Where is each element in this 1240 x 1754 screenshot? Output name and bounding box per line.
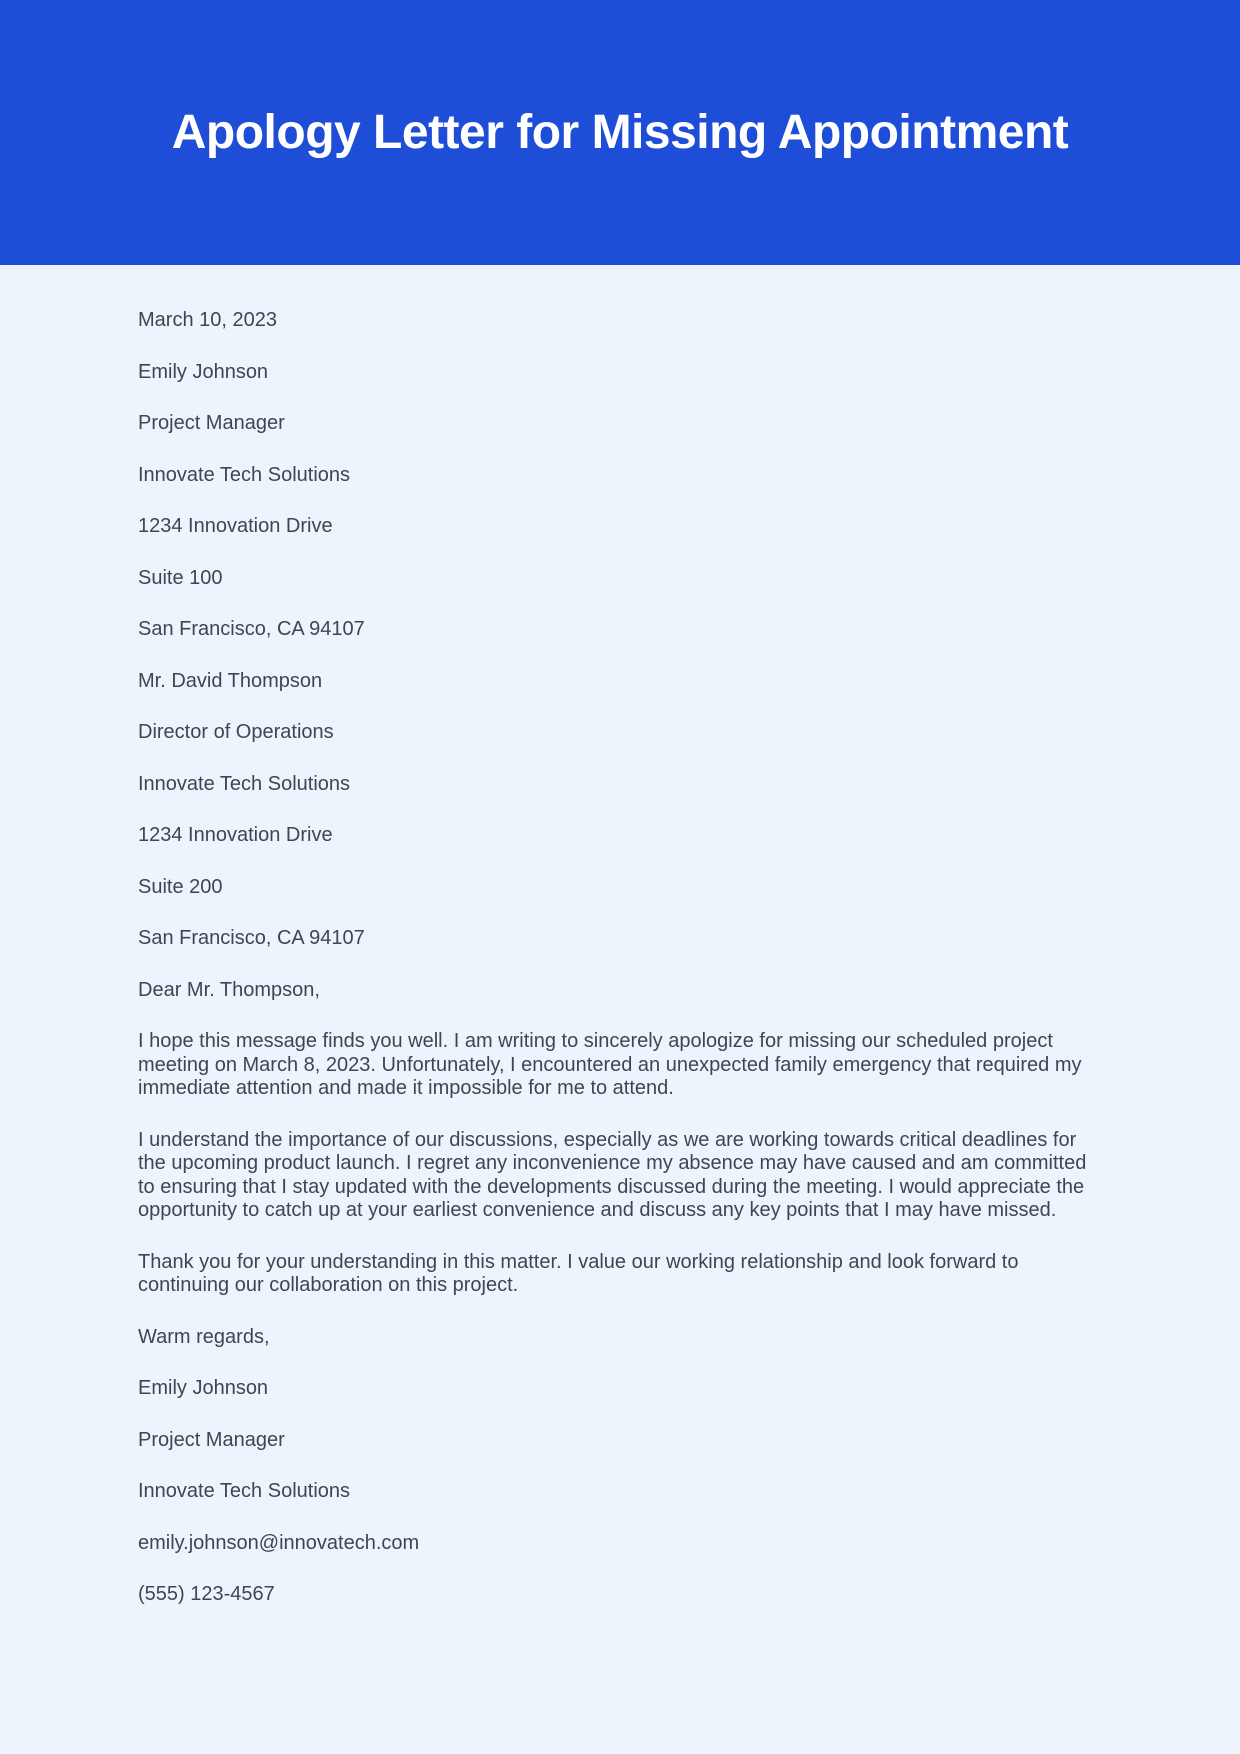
page-title: Apology Letter for Missing Appointment <box>171 106 1069 159</box>
recipient-job-title: Director of Operations <box>138 721 334 743</box>
sender-street: 1234 Innovation Drive <box>138 515 333 537</box>
recipient-street: 1234 Innovation Drive <box>138 824 333 846</box>
recipient-city: San Francisco, CA 94107 <box>138 927 365 949</box>
recipient-name: Mr. David Thompson <box>138 669 323 692</box>
salutation: Dear Mr. Thompson, <box>138 978 320 1001</box>
header-banner <box>0 0 1240 265</box>
signature-phone: (555) 123-4567 <box>138 1583 275 1605</box>
sender-company: Innovate Tech Solutions <box>138 463 351 486</box>
sender-job-title: Project Manager <box>138 412 285 434</box>
signature-job-title: Project Manager <box>138 1428 285 1451</box>
date-line: March 10, 2023 <box>138 309 277 331</box>
recipient-suite: Suite 200 <box>138 875 223 898</box>
body-paragraph-2: I understand the importance of our discussions, especially as we are working towards critical deadlines for the upcoming product launch. I regret any inconvenience my absence may have caused and am committed to ensuring that I stay updated with the developments discussed during the meeting. I would appreciate the opportunity to catch up at your earliest convenience and discuss any key points that I may have missed. <box>138 1128 1087 1221</box>
sender-suite: Suite 100 <box>138 566 223 589</box>
signature-email: emily.johnson@innovatech.com <box>138 1531 420 1554</box>
sender-name: Emily Johnson <box>138 360 269 383</box>
recipient-company: Innovate Tech Solutions <box>138 772 351 795</box>
signature-company: Innovate Tech Solutions <box>138 1480 351 1502</box>
body-paragraph-1: I hope this message finds you well. I am writing to sincerely apologize for missing our scheduled project meeting on March 8, 2023. Unfortunately, I encountered an unexpected family emergency that required my immediate attention and made it impossible for me to attend. <box>138 1030 1082 1099</box>
closing-line: Warm regards, <box>138 1325 270 1348</box>
body-paragraph-3: Thank you for your understanding in this matter. I value our working relationship and look forward to continuing our collaboration on this project. <box>138 1250 1019 1296</box>
letter-body <box>0 265 1240 1715</box>
sender-city: San Francisco, CA 94107 <box>138 618 365 640</box>
signature-name: Emily Johnson <box>138 1377 269 1399</box>
